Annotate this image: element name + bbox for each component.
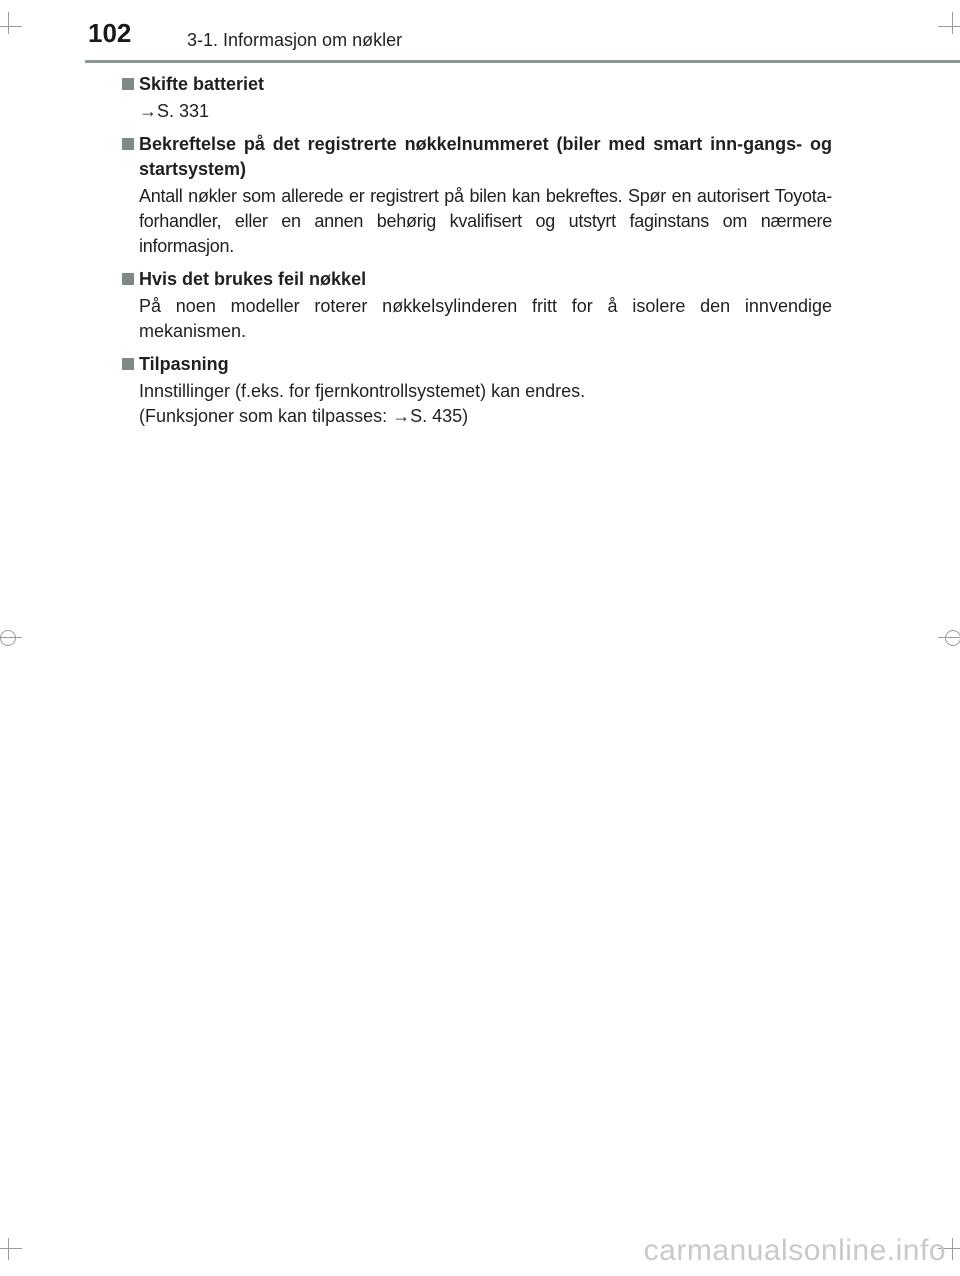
crop-mark xyxy=(0,26,22,27)
crop-mark xyxy=(0,1248,22,1249)
body-paragraph: På noen modeller roterer nøkkelsylinderen fritt for å isolere den innvendige mekanismen. xyxy=(139,296,832,341)
section-heading: Hvis det brukes feil nøkkel xyxy=(122,267,832,292)
crop-mark xyxy=(938,26,960,27)
crop-mark xyxy=(952,1238,953,1260)
content xyxy=(122,72,832,437)
section-key-number-confirmation xyxy=(122,132,832,259)
page-reference: (Funksjoner som kan tilpasses: →S. 435) xyxy=(139,406,469,426)
crop-mark xyxy=(952,12,953,34)
section-heading: Bekreftelse på det registrerte nøkkelnummeret (biler med smart inn-gangs- og startsystem) xyxy=(122,132,832,182)
section-change-battery xyxy=(122,72,832,124)
section-heading: Tilpasning xyxy=(122,352,832,377)
page-number: 102 xyxy=(88,18,132,48)
crop-mark xyxy=(8,12,9,34)
header-rule xyxy=(85,60,960,63)
section-title: 3-1. Informasjon om nøkler xyxy=(187,30,403,50)
body-paragraph: Innstillinger (f.eks. for fjernkontrollsystemet) kan endres. xyxy=(139,381,586,401)
square-bullet-icon xyxy=(122,358,134,370)
crop-mark xyxy=(0,637,22,638)
section-body xyxy=(122,379,832,429)
section-body xyxy=(122,184,832,259)
section-body xyxy=(122,99,832,124)
square-bullet-icon xyxy=(122,138,134,150)
section-heading: Skifte batteriet xyxy=(122,72,832,97)
crop-mark xyxy=(8,1238,9,1260)
square-bullet-icon xyxy=(122,273,134,285)
section-body xyxy=(122,294,832,344)
crop-mark xyxy=(938,637,960,638)
crop-mark xyxy=(0,630,16,646)
square-bullet-icon xyxy=(122,78,134,90)
section-customization xyxy=(122,352,832,429)
crop-mark xyxy=(945,630,960,646)
section-wrong-key xyxy=(122,267,832,344)
page-reference: →S. 331 xyxy=(139,101,210,121)
watermark: carmanualsonline.info xyxy=(643,1234,946,1267)
body-paragraph: Antall nøkler som allerede er registrert på bilen kan bekreftes. Spør en autorisert Toyota-forhandler, eller en annen behørig kvalifisert og utstyrt faginstans om nærmere informasjon. xyxy=(139,186,832,256)
